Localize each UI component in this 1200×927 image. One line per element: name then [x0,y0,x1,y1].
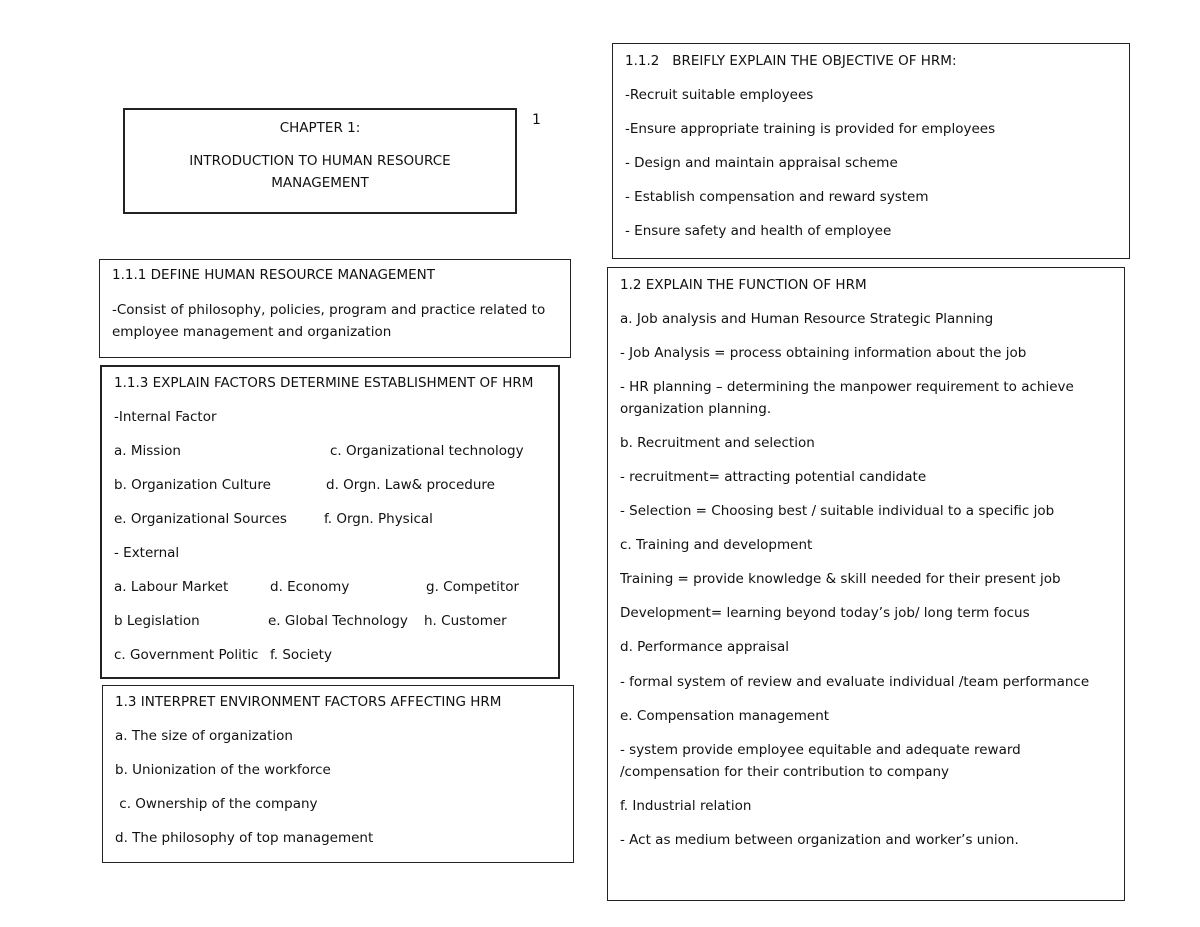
factor-customer: h. Customer [424,613,507,629]
factor-mission: a. Mission [114,443,181,459]
function-line: f. Industrial relation [620,798,752,814]
function-line: Training = provide knowledge & skill needed for their present job [620,571,1061,587]
internal-factor-label: -Internal Factor [114,409,217,425]
chapter-label: CHAPTER 1: [279,120,361,136]
define-text: -Consist of philosophy, policies, program and practice related to employee management and organization [112,302,546,340]
objectives-heading: 1.1.2 BREIFLY EXPLAIN THE OBJECTIVE OF HRM: [625,53,957,69]
factor-org-physical: f. Orgn. Physical [324,511,433,527]
function-line: - Act as medium between organization and worker’s union. [620,832,1019,848]
functions-heading: 1.2 EXPLAIN THE FUNCTION OF HRM [620,277,867,293]
function-line: a. Job analysis and Human Resource Strategic Planning [620,311,994,327]
environment-item: a. The size of organization [115,728,293,744]
define-hrm-box [99,259,571,358]
factor-government: c. Government Politic [114,647,259,663]
factor-competitor: g. Competitor [426,579,520,595]
factor-global-technology: e. Global Technology [268,613,408,629]
factor-economy: d. Economy [270,579,350,595]
factor-legislation: b Legislation [114,613,200,629]
objective-item: - Establish compensation and reward system [625,189,929,205]
factor-org-law: d. Orgn. Law& procedure [326,477,495,493]
factor-labour-market: a. Labour Market [114,579,229,595]
environment-item: b. Unionization of the workforce [115,762,331,778]
function-line: Development= learning beyond today’s job/ long term focus [620,605,1030,621]
factor-org-technology: c. Organizational technology [330,443,524,459]
function-line: - recruitment= attracting potential candidate [620,469,927,485]
function-line: - system provide employee equitable and adequate reward /compensation for their contribution to company [620,742,1021,780]
factor-org-culture: b. Organization Culture [114,477,271,493]
factors-box [100,365,560,679]
chapter-subtitle: INTRODUCTION TO HUMAN RESOURCE MANAGEMENT [189,153,451,191]
environment-box [102,685,574,863]
external-factor-label: - External [114,545,180,561]
objective-item: - Design and maintain appraisal scheme [625,155,898,171]
functions-box [607,267,1125,901]
factor-org-sources: e. Organizational Sources [114,511,287,527]
objectives-box [612,43,1130,259]
function-line: b. Recruitment and selection [620,435,815,451]
objective-item: -Ensure appropriate training is provided for employees [625,121,996,137]
function-line: - Job Analysis = process obtaining information about the job [620,345,1027,361]
environment-item: d. The philosophy of top management [115,830,374,846]
function-line: e. Compensation management [620,708,830,724]
function-line: - formal system of review and evaluate individual /team performance [620,674,1090,690]
environment-item: c. Ownership of the company [115,796,318,812]
function-line: c. Training and development [620,537,813,553]
chapter-title-box [123,108,517,214]
function-line: d. Performance appraisal [620,639,790,655]
environment-heading: 1.3 INTERPRET ENVIRONMENT FACTORS AFFECTING HRM [115,694,502,710]
define-heading: 1.1.1 DEFINE HUMAN RESOURCE MANAGEMENT [112,267,435,283]
objective-item: -Recruit suitable employees [625,87,814,103]
page-number: 1 [532,112,541,128]
factor-society: f. Society [270,647,332,663]
objective-item: - Ensure safety and health of employee [625,223,892,239]
function-line: - HR planning – determining the manpower requirement to achieve organization planning. [620,379,1074,417]
factors-heading: 1.1.3 EXPLAIN FACTORS DETERMINE ESTABLISHMENT OF HRM [114,375,534,391]
function-line: - Selection = Choosing best / suitable individual to a specific job [620,503,1055,519]
